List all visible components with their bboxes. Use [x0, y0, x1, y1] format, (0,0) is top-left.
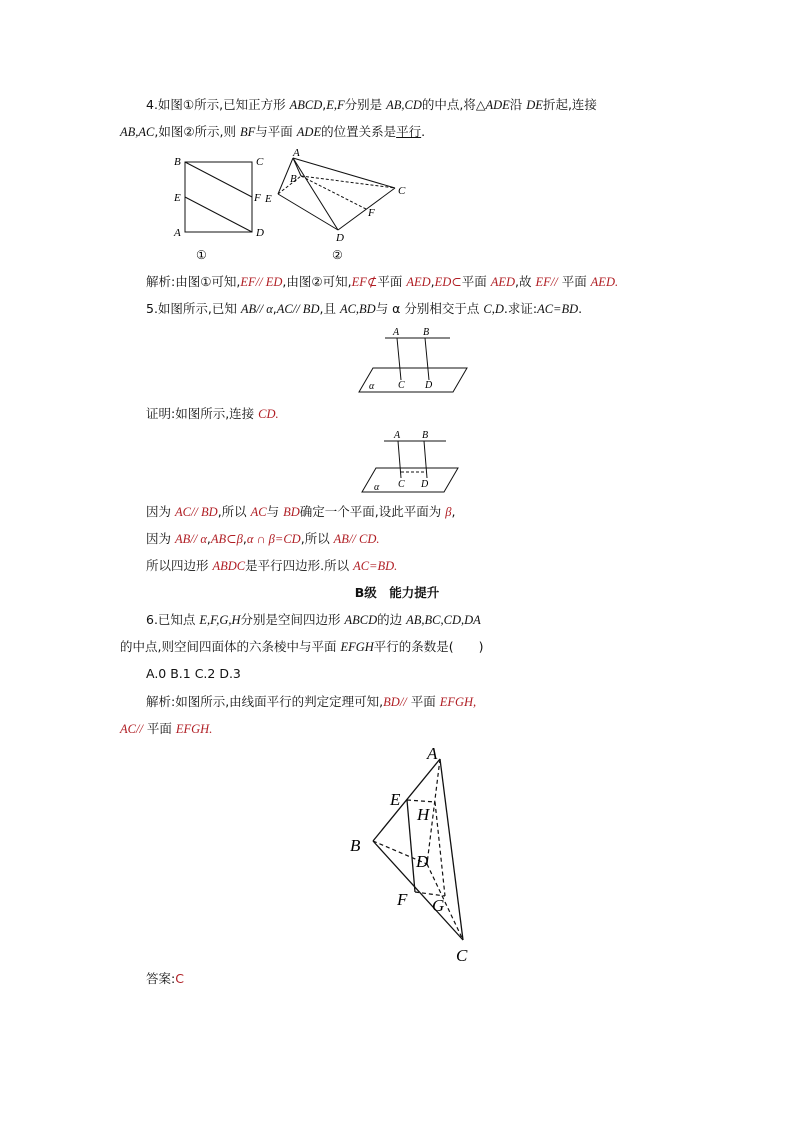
proof-math: α ∩ β=CD	[246, 532, 301, 546]
label-C: C	[398, 479, 405, 490]
q5-text: .求证:	[503, 301, 538, 316]
label-D: D	[336, 232, 344, 244]
q6-text: 的中点,则空间四面体的六条棱中与平面	[120, 639, 341, 654]
label-F: F	[368, 207, 375, 219]
proof-math: AB⊂β	[210, 532, 243, 546]
q5-text: ,且	[319, 301, 340, 316]
label-E: E	[265, 193, 272, 205]
q4-math: E,F	[326, 98, 345, 112]
q5-proof-line-3	[146, 557, 397, 575]
solution-math: AED	[406, 275, 431, 289]
q6-line-2	[120, 638, 484, 656]
proof-text: ,所以	[217, 504, 251, 519]
q4-figure-folded	[258, 146, 418, 264]
q5-text: 与 α 分别相交于点	[375, 301, 484, 316]
label-C: C	[456, 946, 468, 965]
solution-text: 平面	[142, 721, 176, 736]
plane-alpha	[359, 368, 467, 392]
q4-line-2	[120, 123, 425, 141]
q6-options: A.0 B.1 C.2 D.3	[146, 666, 241, 681]
solution-math: EF//	[535, 275, 558, 289]
q4-text: 的位置关系是	[321, 124, 397, 139]
solution-math: AED.	[590, 275, 619, 289]
edge-ED	[278, 194, 338, 230]
label-H: H	[417, 805, 430, 824]
solution-text: 解析:如图所示,由线面平行的判定定理可知,	[146, 694, 384, 709]
label-D: D	[256, 227, 264, 239]
q6-line-1	[146, 611, 481, 629]
q6-solution-line-2	[120, 720, 212, 738]
section-header: B级 能力提升	[354, 585, 440, 600]
segment-BF	[185, 162, 252, 197]
label-A: A	[293, 147, 300, 159]
proof-text: 与	[266, 504, 284, 519]
figure-caption-1: ①	[196, 248, 207, 262]
q4-text: 折起,连接	[542, 97, 597, 112]
proof-math: CD.	[258, 407, 279, 421]
proof-text: 确定一个平面,设此平面为	[299, 504, 446, 519]
q5-math: AC// BD	[276, 302, 320, 316]
solution-text: 平面	[557, 274, 591, 289]
answer-value: C	[175, 971, 184, 986]
line-AC	[398, 441, 401, 478]
q5-proof-start	[146, 405, 279, 423]
q4-text: 沿	[509, 97, 527, 112]
answer-label: 答案:	[146, 971, 176, 986]
proof-text: 因为	[146, 531, 175, 546]
label-F: F	[254, 192, 261, 204]
label-A: A	[174, 227, 181, 239]
solution-text: ,	[430, 274, 435, 289]
solution-text: 平面	[461, 274, 491, 289]
q6-math: AB,BC,CD,DA	[406, 613, 481, 627]
q6-text: 平行的条数是( )	[373, 639, 484, 654]
solution-math: EF⊄	[351, 275, 378, 289]
edge-AB	[373, 759, 440, 841]
q6-text: 分别是空间四边形	[240, 612, 345, 627]
q6-solution-line-1	[146, 693, 476, 711]
solution-math: AED	[490, 275, 516, 289]
q4-math: ADE	[485, 98, 510, 112]
figure-caption-2: ②	[332, 248, 343, 262]
q5-proof-line-1	[146, 503, 455, 521]
solution-math: EFGH.	[175, 722, 213, 736]
label-E: E	[174, 192, 181, 204]
q4-math: ABCD	[289, 98, 323, 112]
edge-EH-dashed	[407, 800, 435, 802]
line-BD	[425, 338, 429, 380]
label-D: D	[416, 852, 429, 871]
solution-label: 解析:由图①可知,	[146, 274, 241, 289]
label-B: B	[174, 156, 181, 168]
label-alpha: α	[369, 381, 375, 392]
label-E: E	[390, 790, 401, 809]
q4-text: 4.如图①所示,已知正方形	[146, 97, 290, 112]
proof-text: ,	[242, 531, 247, 546]
square-outline	[185, 162, 252, 232]
label-alpha: α	[374, 482, 380, 493]
q6-math: ABCD	[344, 613, 378, 627]
proof-math: AC=BD.	[353, 559, 398, 573]
q5-math: AB// α	[240, 302, 273, 316]
q6-text: 的边	[377, 612, 407, 627]
solution-text: ,由图②可知,	[282, 274, 352, 289]
proof-text: ,所以	[300, 531, 334, 546]
proof-math: AC// BD	[174, 505, 218, 519]
q4-math: ADE	[296, 125, 322, 139]
q6-math: EFGH	[340, 640, 374, 654]
proof-text: ,	[206, 531, 211, 546]
edge-BF-dashed	[301, 176, 366, 209]
q5-text: ,	[272, 301, 277, 316]
proof-label: 证明:如图所示,连接	[146, 406, 259, 421]
proof-text: 是平行四边形.所以	[245, 558, 354, 573]
segment-ED	[185, 197, 252, 232]
q4-text: 分别是	[344, 97, 387, 112]
q4-text: 的中点,将△	[421, 97, 486, 112]
solution-math: BD//	[383, 695, 407, 709]
q4-line-1	[146, 96, 597, 114]
q5-text: .	[578, 301, 583, 316]
solution-text: ,故	[515, 274, 536, 289]
label-B: B	[422, 430, 429, 441]
proof-math: AB// CD.	[333, 532, 380, 546]
q4-answer-underlined: 平行	[396, 124, 422, 139]
label-D: D	[421, 479, 429, 490]
q5-math: C,D	[483, 302, 504, 316]
q6-answer	[146, 970, 184, 988]
label-F: F	[397, 890, 408, 909]
edge-EF	[407, 800, 415, 892]
label-C: C	[398, 185, 406, 197]
q4-math: BF	[240, 125, 256, 139]
line-AC	[397, 338, 401, 380]
q5-math: AC=BD	[537, 302, 579, 316]
label-G: G	[432, 896, 445, 915]
q6-tetrahedron-figure	[345, 740, 485, 968]
solution-text: 平面	[377, 274, 407, 289]
q5-math: AC,BD	[339, 302, 376, 316]
proof-math: AC	[250, 505, 267, 519]
q4-text: ,如图②所示,则	[154, 124, 241, 139]
q4-text: 与平面	[255, 124, 297, 139]
edge-HG-dashed	[435, 802, 445, 896]
edge-BC-dashed	[301, 176, 395, 188]
label-A: A	[393, 327, 400, 338]
edge-AC	[293, 158, 395, 188]
solution-text: 平面	[406, 694, 440, 709]
q4-math: AB,AC	[120, 125, 155, 139]
proof-math: β	[445, 505, 452, 519]
q5-figure	[355, 324, 475, 396]
proof-math: BD	[283, 505, 300, 519]
proof-math: ABDC	[212, 559, 246, 573]
label-C: C	[398, 380, 405, 391]
label-B: B	[423, 327, 430, 338]
q5-proof-line-2	[146, 530, 380, 548]
edge-DC	[338, 188, 395, 230]
proof-math: AB// α	[174, 532, 207, 546]
q6-text: 6.已知点	[146, 612, 200, 627]
label-A: A	[394, 430, 401, 441]
solution-math: AC//	[120, 722, 143, 736]
q4-solution	[146, 273, 618, 291]
q5-line-1	[146, 300, 582, 318]
q5-proof-figure	[358, 428, 468, 498]
solution-math: EF// ED	[240, 275, 283, 289]
label-B: B	[290, 173, 297, 185]
proof-text: 因为	[146, 504, 175, 519]
label-C: C	[256, 156, 264, 168]
q4-text: ,	[322, 97, 327, 112]
label-A: A	[427, 744, 438, 763]
solution-math: ED⊂	[434, 275, 462, 289]
q5-text: 5.如图所示,已知	[146, 301, 241, 316]
label-D: D	[425, 380, 433, 391]
q4-math: DE	[526, 98, 543, 112]
q6-math: E,F,G,H	[199, 613, 241, 627]
q4-math: AB,CD	[386, 98, 422, 112]
q4-text: .	[421, 124, 426, 139]
proof-text: 所以四边形	[146, 558, 213, 573]
solution-math: EFGH,	[439, 695, 477, 709]
label-B: B	[350, 836, 361, 855]
proof-text: ,	[451, 504, 456, 519]
